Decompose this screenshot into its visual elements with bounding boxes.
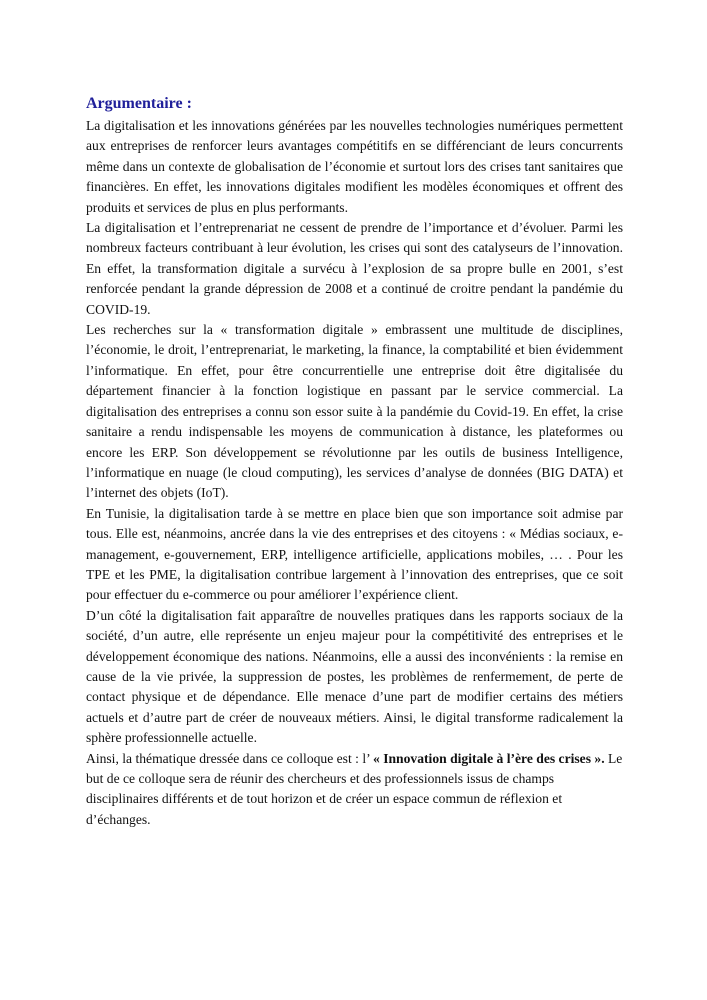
paragraph-thematique-colloque (86, 749, 623, 831)
colloque-theme: « Innovation digitale à l’ère des crises ». (373, 750, 605, 766)
document-page (86, 94, 623, 830)
thematique-intro: Ainsi, la thématique dressée dans ce colloque est : l’ (86, 750, 374, 766)
paragraph-entreprenariat-crises: La digitalisation et l’entreprenariat ne cessent de prendre de l’importance et d’évoluer. Parmi les nombreux facteurs contribuant à leur évolution, les crises qui sont des catalyseurs de l’innovation. En effet, la transformation digitale a survécu à l’explosion de sa propre bulle en 2001, s’est renforcée pendant la grande dépression de 2008 et a continué de croitre pendant la pandémie du COVID-19. (86, 220, 623, 317)
section-heading: Argumentaire : (86, 95, 192, 112)
paragraph-tunisie: En Tunisie, la digitalisation tarde à se mettre en place bien que son importance soit admise par tous. Elle est, néanmoins, ancrée dans la vie des entreprises et des citoyens : « Médias sociaux, e-management, e-gouvernement, ERP, intelligence artificielle, applications mobiles, … . Pour les TPE et les PME, la digitalisation contribue largement à l’innovation des entreprises, que ce soit pour effectuer du e-commerce ou pour améliorer l’expérience client. (86, 505, 623, 603)
thematique-but: Le but de ce colloque sera de réunir des chercheurs et des professionnels issus de champs disciplinaires différents et de tout horizon et de créer un espace commun de réflexion et d’échanges. (86, 750, 623, 827)
paragraph-enjeux: D’un côté la digitalisation fait apparaître de nouvelles pratiques dans les rapports sociaux de la société, d’un autre, elle représente un enjeu majeur pour la compétitivité des entreprises et le développement économique des nations. Néanmoins, elle a aussi des inconvénients : la remise en cause de la vie privée, la suppression de postes, les problèmes de renfermement, de perte de contact physique et de dépendance. Elle menace d’une part de modifier certains des métiers actuels et d’autre part de créer de nouveaux métiers. Ainsi, le digital transforme radicalement la sphère professionnelle actuelle. (86, 607, 623, 746)
paragraph-recherches-transformation: Les recherches sur la « transformation digitale » embrassent une multitude de disciplines, l’économie, le droit, l’entreprenariat, le marketing, la finance, la comptabilité et bien évidemment l’informatique. En effet, pour être concurrentielle une entreprise doit être digitalisée du département financier à la fonction logistique en passant par le service commercial. La digitalisation des entreprises a connu son essor suite à la pandémie du Covid-19. En effet, la crise sanitaire a rendu indispensable les moyens de communication à distance, les plateformes ou encore les ERP. Son développement se révolutionne par les outils de business Intelligence, l’informatique en nuage (le cloud computing), les services d’analyse de données (BIG DATA) et l’internet des objets (IoT). (86, 322, 623, 501)
paragraph-digitalisation-innovations: La digitalisation et les innovations générées par les nouvelles technologies numériques permettent aux entreprises de renforcer leurs avantages compétitifs en se différenciant de leurs concurrents même dans un contexte de globalisation de l’économie et surtout lors des crises tant sanitaires que financières. En effet, les innovations digitales modifient les modèles économiques et offrent des produits et services de plus en plus performants. (86, 118, 623, 215)
